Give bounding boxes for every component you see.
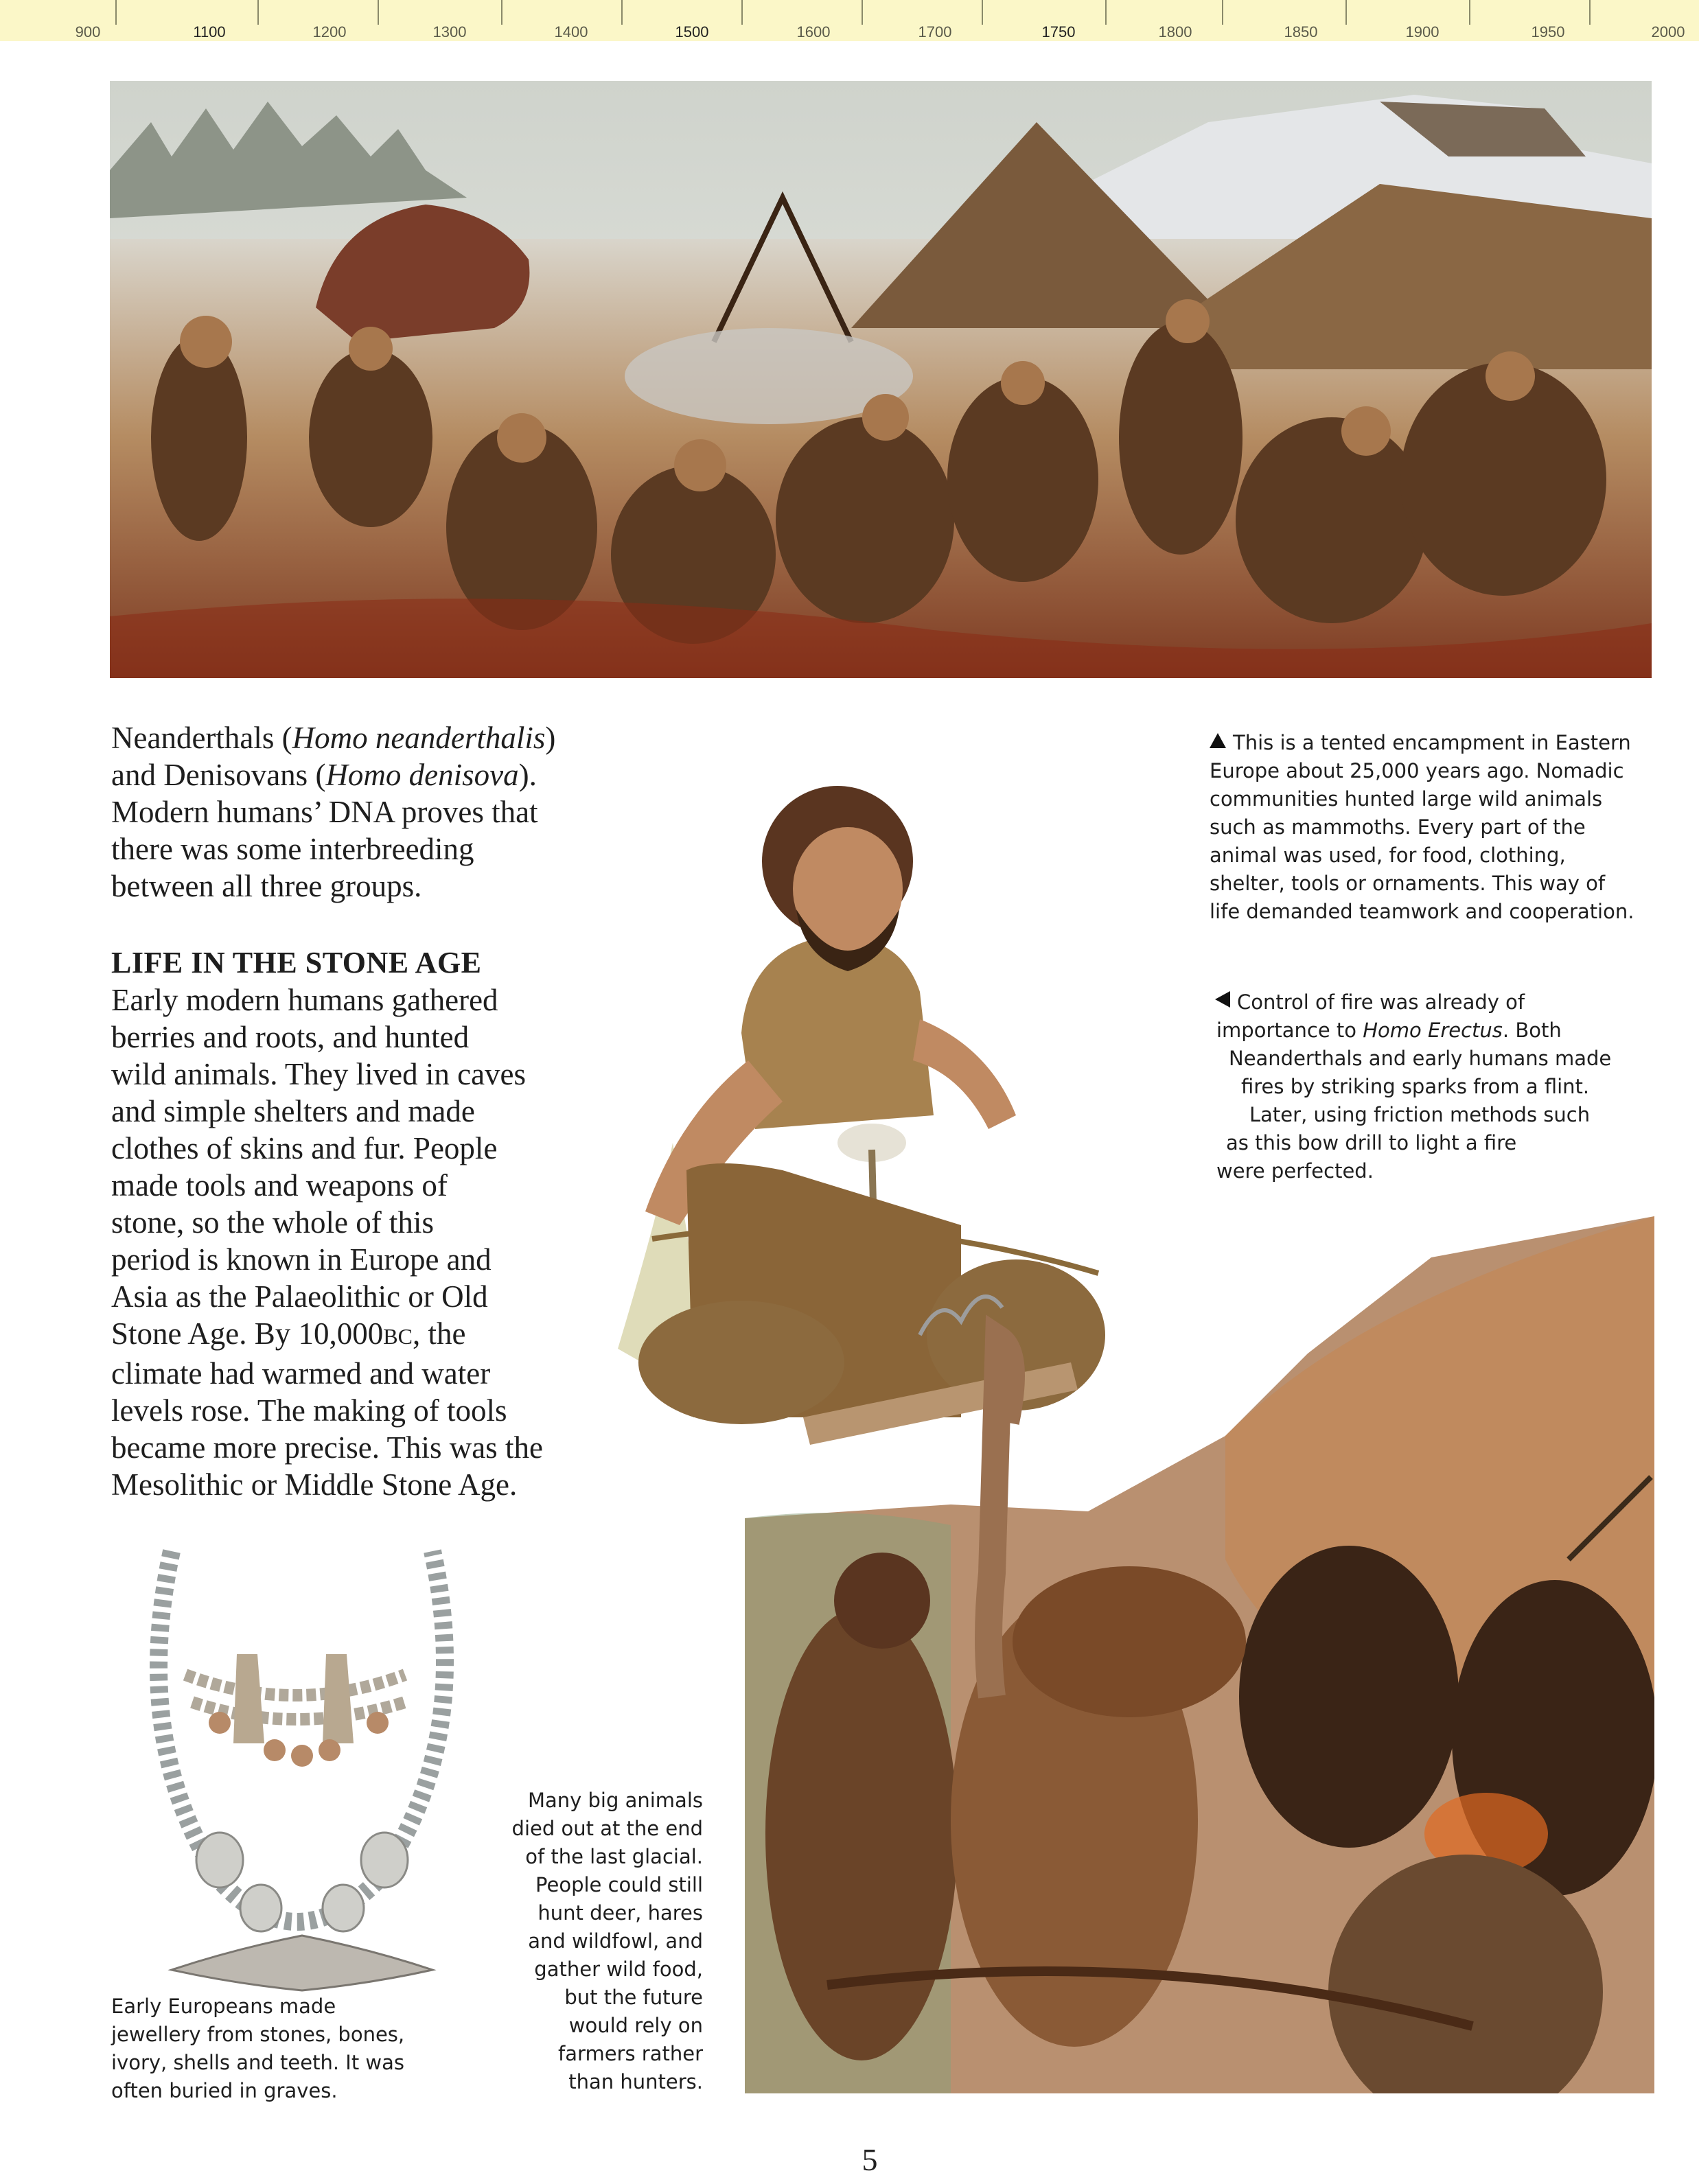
timeline-tick	[378, 0, 379, 25]
body-line: clothes of skins and fur. People	[111, 1131, 498, 1165]
caption-line: would rely on	[568, 2014, 703, 2037]
caption-line: Europe about 25,000 years ago. Nomadic	[1210, 759, 1624, 782]
encampment-illustration	[110, 81, 1652, 678]
intro-text: Neanderthals (	[111, 721, 292, 755]
body-text: Stone Age. By 10,000	[111, 1316, 384, 1351]
caption-line: died out at the end	[511, 1817, 703, 1840]
body-line: Asia as the Palaeolithic or Old	[111, 1279, 488, 1314]
necklace-figure	[117, 1537, 474, 2004]
latin-name: Homo denisova	[325, 758, 519, 792]
caption-line: animal was used, for food, clothing,	[1210, 844, 1566, 867]
timeline-tick	[862, 0, 863, 25]
timeline-tick	[1345, 0, 1347, 25]
caption-line: and wildfowl, and	[528, 1929, 703, 1953]
latin-name: Homo neanderthalis	[292, 721, 546, 755]
body-line: stone, so the whole of this	[111, 1205, 434, 1240]
section-heading: LIFE IN THE STONE AGE	[111, 946, 482, 979]
caption-text: Control of fire was already of	[1237, 990, 1525, 1014]
timeline-tick	[115, 0, 117, 25]
timeline-year-label: 1600	[796, 23, 831, 40]
jewellery-illustration	[117, 1537, 474, 2004]
timeline-year-label: 1500	[675, 23, 709, 40]
body-text: , the	[412, 1316, 466, 1351]
body-line: and simple shelters and made	[111, 1094, 475, 1128]
caption-line: but the future	[564, 1986, 703, 2009]
intro-line-1	[111, 719, 605, 756]
timeline-year-label: 900	[75, 23, 101, 40]
caption-line: Later, using friction methods such	[1249, 1103, 1591, 1126]
fire-caption	[1215, 988, 1611, 1185]
body-line: became more precise. This was the	[111, 1430, 543, 1465]
body-line: levels rose. The making of tools	[111, 1393, 507, 1428]
intro-line: there was some interbreeding	[111, 832, 474, 866]
caption-line: Many big animals	[527, 1789, 703, 1812]
body-line: climate had warmed and water	[111, 1356, 491, 1391]
timeline-tick	[501, 0, 502, 25]
timeline-year-label: 1750	[1041, 23, 1076, 40]
caption-line: hunt deer, hares	[538, 1901, 703, 1925]
timeline-tick	[257, 0, 259, 25]
body-line: period is known in Europe and	[111, 1242, 492, 1277]
caption-line: life demanded teamwork and cooperation.	[1210, 900, 1634, 923]
caption-line: Neanderthals and early humans made	[1229, 1047, 1612, 1070]
caption-line: communities hunted large wild animals	[1210, 787, 1603, 811]
body-line: Mesolithic or Middle Stone Age.	[111, 1467, 518, 1502]
caption-line	[1216, 1017, 1611, 1045]
timeline-tick	[1589, 0, 1591, 25]
intro-line-2	[111, 756, 605, 793]
timeline-bar	[0, 0, 1699, 41]
timeline-year-label: 2000	[1651, 23, 1685, 40]
timeline-year-label: 1800	[1158, 23, 1192, 40]
caption-text: importance to	[1216, 1019, 1363, 1042]
intro-line: Modern humans’ DNA proves that	[111, 795, 538, 829]
main-text-column	[111, 719, 605, 1503]
caption-line	[1210, 729, 1634, 757]
timeline-year-label: 1700	[918, 23, 952, 40]
caption-line: than hunters.	[568, 2070, 703, 2093]
timeline-tick	[1469, 0, 1470, 25]
caption-text: . Both	[1502, 1019, 1562, 1042]
caption-line: such as mammoths. Every part of the	[1210, 815, 1586, 839]
body-line: made tools and weapons of	[111, 1168, 448, 1203]
timeline-year-label: 1950	[1531, 23, 1565, 40]
caption-line	[1215, 988, 1611, 1017]
caption-line: fires by striking sparks from a flint.	[1241, 1075, 1590, 1098]
timeline-year-label: 1400	[554, 23, 588, 40]
body-line: wild animals. They lived in caves	[111, 1057, 527, 1091]
caption-line: gather wild food,	[534, 1958, 703, 1981]
page-number: 5	[862, 2142, 878, 2177]
cave-illustration	[745, 1216, 1654, 2093]
intro-text: and Denisovans (	[111, 758, 326, 792]
timeline-tick	[1105, 0, 1107, 25]
triangle-up-icon	[1210, 733, 1226, 748]
caption-line: as this bow drill to light a fire	[1226, 1131, 1517, 1154]
encampment-caption	[1210, 729, 1634, 926]
caption-line: People could still	[535, 1873, 703, 1896]
timeline-year-label: 1300	[432, 23, 467, 40]
timeline-year-label: 1200	[312, 23, 347, 40]
body-line-bc	[111, 1315, 605, 1355]
intro-text: ).	[518, 758, 537, 792]
caption-line: of the last glacial.	[525, 1845, 703, 1868]
latin-name: Homo Erectus	[1363, 1019, 1503, 1042]
timeline-year-label: 1900	[1405, 23, 1440, 40]
intro-text: )	[545, 721, 556, 755]
timeline-year-label: 1100	[193, 23, 226, 40]
body-line: Early modern humans gathered	[111, 983, 498, 1017]
triangle-left-icon	[1215, 991, 1230, 1008]
timeline-tick	[982, 0, 983, 25]
caption-line: were perfected.	[1216, 1159, 1374, 1183]
body-line: berries and roots, and hunted	[111, 1020, 470, 1054]
caption-line: often buried in graves.	[111, 2079, 338, 2102]
timeline-tick	[621, 0, 623, 25]
small-caps-bc: BC	[383, 1324, 413, 1349]
caption-line: jewellery from stones, bones,	[111, 2023, 405, 2046]
animals-caption	[481, 1787, 703, 2096]
timeline-year-label: 1850	[1284, 23, 1318, 40]
timeline-tick	[1222, 0, 1223, 25]
caption-text: This is a tented encampment in Eastern	[1233, 731, 1631, 754]
caption-line: ivory, shells and teeth. It was	[111, 2051, 405, 2074]
timeline-tick	[741, 0, 743, 25]
encampment-scene	[110, 81, 1652, 678]
intro-line: between all three groups.	[111, 869, 422, 903]
caption-line: farmers rather	[558, 2042, 703, 2065]
jewellery-caption	[111, 1993, 404, 2105]
caption-line: shelter, tools or ornaments. This way of	[1210, 872, 1606, 895]
caption-line: Early Europeans made	[111, 1995, 336, 2018]
cave-hunters-scene	[745, 1216, 1654, 2093]
